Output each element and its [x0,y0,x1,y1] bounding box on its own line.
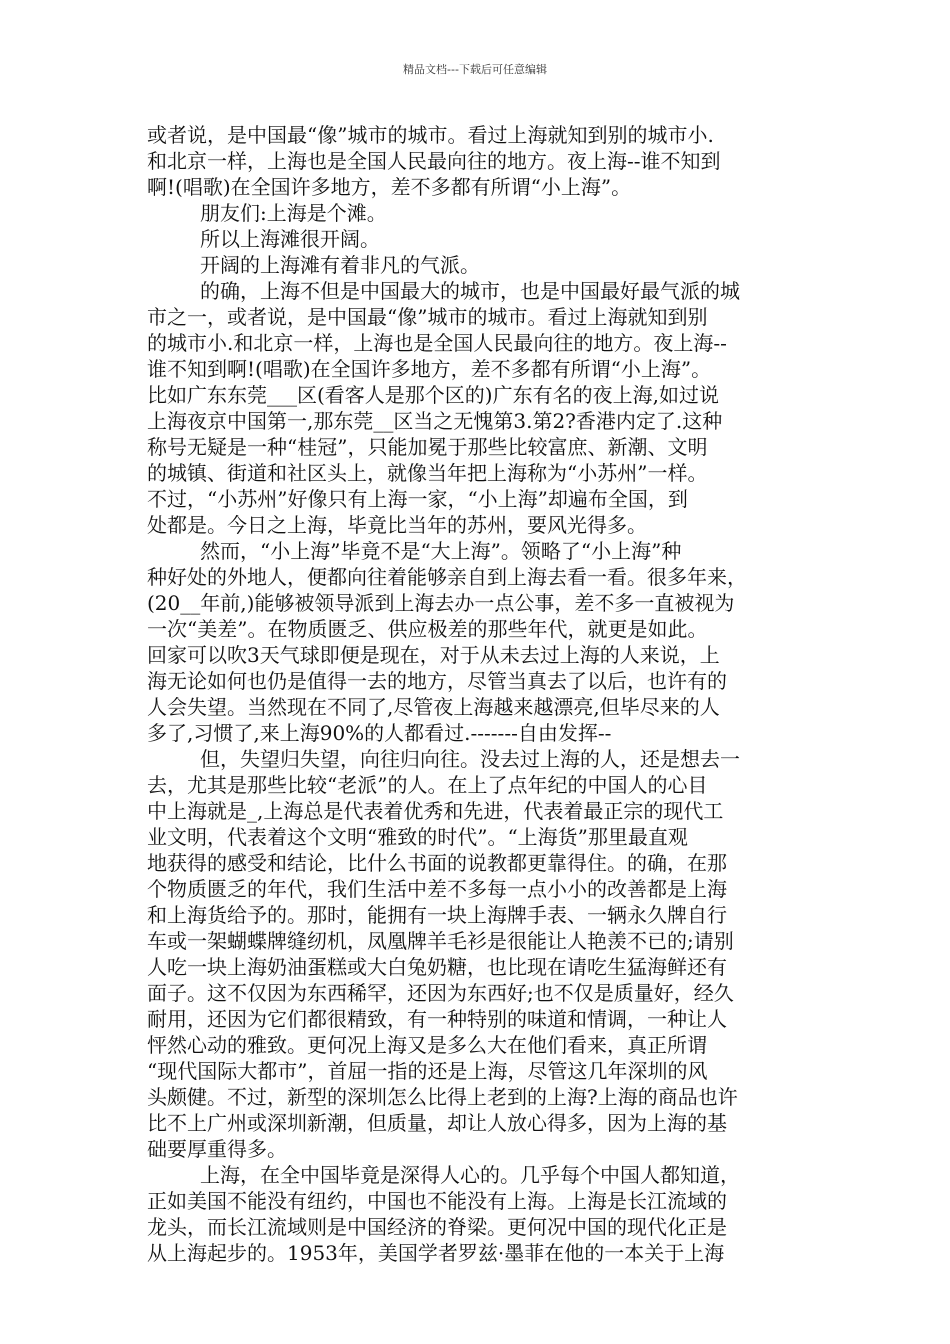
text-line: 比不上广州或深圳新潮，但质量，却让人放心得多，因为上海的基 [147,1111,727,1135]
text-line: 朋友们:上海是个滩。 [200,201,387,225]
text-line: 和北京一样，上海也是全国人民最向往的地方。夜上海--谁不知到 [147,149,721,173]
text-line: (20__年前,)能够被领导派到上海去办一点公事，差不多一直被视为 [147,591,735,615]
text-line: 上海，在全中国毕竟是深得人心的。几乎每个中国人都知道， [200,1163,740,1187]
text-line: 怦然心动的雅致。更何况上海又是多么大在他们看来，真正所谓 [147,1033,707,1057]
text-line: 从上海起步的。1953年，美国学者罗兹·墨菲在他的一本关于上海 [147,1241,725,1265]
page-header: 精品文档---下载后可任意编辑 [403,63,547,76]
text-line: 处都是。今日之上海，毕竟比当年的苏州，要风光得多。 [147,513,647,537]
document-body [147,122,811,1266]
text-line: 啊!(唱歌)在全国许多地方，差不多都有所谓“小上海”。 [147,175,632,199]
text-line: 去，尤其是那些比较“老派”的人。在上了点年纪的中国人的心目 [147,773,708,797]
text-line: “现代国际大都市”，首屈一指的还是上海，尽管这几年深圳的风 [147,1059,708,1083]
text-line: 海无论如何也仍是值得一去的地方，尽管当真去了以后，也许有的 [147,669,727,693]
text-line: 种好处的外地人，便都向往着能够亲自到上海去看一看。很多年来， [147,565,747,589]
text-line: 业文明，代表着这个文明“雅致的时代”。“上海货”那里最直观 [147,825,688,849]
text-line: 然而，“小上海”毕竟不是“大上海”。领略了“小上海”种 [200,539,682,563]
text-line: 回家可以吹3天气球即便是现在，对于从未去过上海的人来说，上 [147,643,720,667]
text-line: 比如广东东莞___区(看客人是那个区的)广东有名的夜上海,如过说 [147,383,719,407]
text-line: 的城镇、街道和社区头上，就像当年把上海称为“小苏州”一样。 [147,461,708,485]
text-line: 人吃一块上海奶油蛋糕或大白兔奶糖，也比现在请吃生猛海鲜还有 [147,955,727,979]
text-line: 或者说，是中国最“像”城市的城市。看过上海就知到别的城市小. [147,123,714,147]
text-line: 人会失望。当然现在不同了,尽管夜上海越来越漂亮,但毕尽来的人 [147,695,720,719]
text-line: 不过，“小苏州”好像只有上海一家，“小上海”却遍布全国，到 [147,487,688,511]
text-line: 市之一，或者说，是中国最“像”城市的城市。看过上海就知到别 [147,305,708,329]
text-line: 所以上海滩很开阔。 [200,227,380,251]
text-line: 正如美国不能没有纽约，中国也不能没有上海。上海是长江流域的 [147,1189,727,1213]
text-line: 的城市小.和北京一样，上海也是全国人民最向往的地方。夜上海-- [147,331,727,355]
text-line: 称号无疑是一种“桂冠”，只能加冕于那些比较富庶、新潮、文明 [147,435,708,459]
text-line: 中上海就是_,上海总是代表着优秀和先进，代表着最正宗的现代工 [147,799,724,823]
text-line: 开阔的上海滩有着非凡的气派。 [200,253,480,277]
text-line: 一次“美差”。在物质匮乏、供应极差的那些年代，就更是如此。 [147,617,708,641]
text-line: 个物质匮乏的年代，我们生活中差不多每一点小小的改善都是上海 [147,877,727,901]
text-line: 面子。这不仅因为东西稀罕，还因为东西好;也不仅是质量好，经久 [147,981,734,1005]
text-line: 上海夜京中国第一,那东莞__区当之无愧第3.第2?香港内定了.这种 [147,409,723,433]
text-line: 耐用，还因为它们都很精致，有一种特别的味道和情调，一种让人 [147,1007,727,1031]
text-line: 车或一架蝴蝶牌缝纫机，凤凰牌羊毛衫是很能让人艳羡不已的;请别 [147,929,734,953]
text-line: 多了,习惯了,来上海90%的人都看过.-------自由发挥-- [147,721,612,745]
text-line: 龙头，而长江流域则是中国经济的脊梁。更何况中国的现代化正是 [147,1215,727,1239]
text-line: 但，失望归失望，向往归向往。没去过上海的人，还是想去一 [200,747,740,771]
text-line: 地获得的感受和结论，比什么书面的说教都更靠得住。的确，在那 [147,851,727,875]
text-line: 的确，上海不但是中国最大的城市，也是中国最好最气派的城 [200,279,740,303]
text-line: 头颇健。不过，新型的深圳怎么比得上老到的上海?上海的商品也许 [147,1085,738,1109]
text-line: 和上海货给予的。那时，能拥有一块上海牌手表、一辆永久牌自行 [147,903,727,927]
text-line: 谁不知到啊!(唱歌)在全国许多地方，差不多都有所谓“小上海”。 [147,357,712,381]
text-line: 础要厚重得多。 [147,1137,287,1161]
